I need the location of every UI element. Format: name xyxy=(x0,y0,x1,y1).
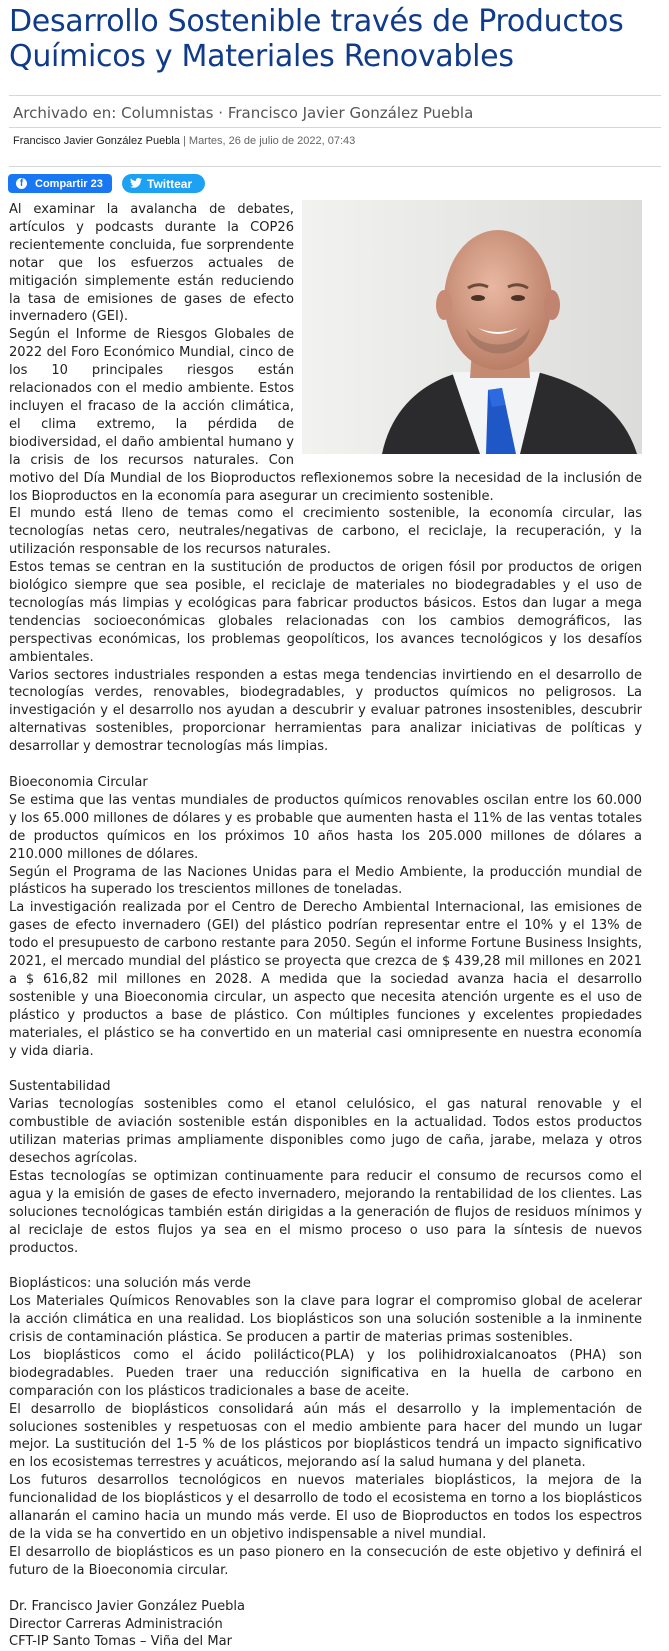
bioplasticos-paragraph-3: El desarrollo de bioplásticos consolidará aún más el desarrollo y la implementación de soluciones sostenibles y respetuosas con el medio ambiente para hacer del mundo un lugar mejor. La sustitución del 1-5 % de los plásticos por bioplásticos tendrá un impacto significativo en los ecosistemas terrestres y acuáticos, mejorando así la salud humana y del planeta. xyxy=(9,1401,642,1471)
spacer xyxy=(9,1580,642,1598)
archived-line xyxy=(13,104,473,122)
bioeconomia-paragraph-2: Según el Programa de las Naciones Unidas para el Medio Ambiente, la producción mundial de plásticos ha superado los trescientos millones de toneladas. xyxy=(9,864,642,898)
twitter-share-label: Twittear xyxy=(147,176,193,191)
bioeconomia-paragraph-3: La investigación realizada por el Centro de Derecho Ambiental Internacional, las emisiones de gases de efecto invernadero (GEI) del plástico podrían representar entre el 10% y el 13% de todo el presupuesto de carbono restante para 2050. Según el informe Fortune Business Insights, 2021, el mercado mundial del plástico se proyecta que crezca de $ 439,28 mil millones en 2021 a $ 616,82 mil millones en 2028. A medida que la sociedad avanza hacia el desarrollo sostenible y una Bioeconomia circular, un aspecto que necesita atención urgente es el uso de plástico y productos a base de plástico. Con múltiples funciones y excelentes propiedades materiales, el plástico se ha convertido en un material casi omnipresente en nuestra economía y vida diaria. xyxy=(9,900,642,1059)
bioplasticos-paragraph-1: Los Materiales Químicos Renovables son la clave para lograr el compromiso global de acelerar la acción climática en una realidad. Los bioplásticos son una solución sostenible a la inminente crisis de contaminación plástica. Se producen a partir de materias primas sostenibles. xyxy=(9,1294,642,1346)
signature-role: Director Carreras Administración xyxy=(9,1616,223,1632)
bioeconomia-paragraph-1: Se estima que las ventas mundiales de productos químicos renovables oscilan entre los 60.000 y los 65.000 millones de dólares y es probable que aumenten hasta el 11% de las ventas totales de productos químicos en los próximos 10 años hasta los 205.000 millones de dólares a 210.000 millones de dólares. xyxy=(9,792,642,862)
bioplasticos-paragraph-2: Los bioplásticos como el ácido poliláctico(PLA) y los polihidroxialcanoatos (PHA) son biodegradables. Pueden traer una reducción significativa en la huella de carbono en comparación con los plásticos tradicionales a base de aceite. xyxy=(9,1347,642,1399)
signature-institution: CFT-IP Santo Tomas – Viña del Mar xyxy=(9,1634,232,1650)
spacer xyxy=(9,1257,642,1275)
byline-author[interactable]: Francisco Javier González Puebla xyxy=(13,135,180,147)
divider xyxy=(9,127,661,128)
spacer xyxy=(9,1060,642,1078)
article-body xyxy=(9,201,642,1651)
author-link[interactable]: Francisco Javier González Puebla xyxy=(227,104,474,122)
archived-separator: · xyxy=(218,104,224,122)
intro-paragraph-5: Varios sectores industriales responden a estas mega tendencias invirtiendo en el desarrollo de tecnologías verdes, renovables, biodegradables, y productos químicos no peligrosos. La investigación y el desarrollo nos ayudan a descubrir y evaluar patrones insostenibles, descubrir alternativas sostenibles, proporcionar herramientas para analizar iniciativas de políticas y desarrollar y demostrar tecnologías más limpias. xyxy=(9,667,642,755)
twitter-bird-icon xyxy=(130,177,142,191)
photo-wrap-spacer xyxy=(294,200,642,454)
divider xyxy=(9,95,661,96)
intro-paragraph-3: El mundo está lleno de temas como el crecimiento sostenible, la economía circular, las tecnologías netas cero, neutrales/negativas de carbono, el reciclaje, la recuperación, y la utilización responsable de los recursos naturales. xyxy=(9,506,642,558)
section-heading-bioeconomia: Bioeconomia Circular xyxy=(9,774,148,790)
sustentabilidad-paragraph-1: Varias tecnologías sostenibles como el etanol celulósico, el gas natural renovable y el combustible de aviación sostenible están disponibles en la actualidad. Todos estos productos utilizan materias primas ampliamente disponibles como jugo de caña, jarabe, melaza y otros desechos agrícolas. xyxy=(9,1097,642,1166)
twitter-share-button[interactable] xyxy=(122,174,205,193)
spacer xyxy=(9,756,642,774)
bioplasticos-paragraph-4: Los futuros desarrollos tecnológicos en nuevos materiales bioplásticos, la mejora de la funcionalidad de los bioplásticos y el desarrollo de todo el ecosistema en torno a los bioplásticos allanarán el camino hacia un mundo más verde. El uso de Bioproductos en todos los espectros de la vida se ha convertido en un objetivo indispensable a nivel mundial. xyxy=(9,1473,642,1543)
byline-date: Martes, 26 de julio de 2022, 07:43 xyxy=(188,135,356,147)
divider xyxy=(9,166,661,167)
intro-paragraph-1: Al examinar la avalancha de debates, artículos y podcasts durante la COP26 recientemente concluida, fue sorprendente notar que los esfuerzos actuales de mitigación simplemente están reduciendo la tasa de emisiones de gases de efecto invernadero (GEI). xyxy=(9,202,294,325)
facebook-share-label: Compartir xyxy=(35,177,88,190)
facebook-share-count: 23 xyxy=(90,177,103,190)
byline-separator: | xyxy=(182,135,186,147)
intro-paragraph-2-text: Según el Informe de Riesgos Globales de 2022 del Foro Económico Mundial, cinco de los 10 principales riesgos están relacionados con el medio ambiente. Estos incluyen el fracaso de la acción climática, el clima extremo, la pérdida de biodiversidad, el daño ambiental humano y la crisis de los recursos naturales. Con motivo del Día Mundial de los Bioproductos reflexionemos sobre la necesidad de la inclusión de los Bioproductos en la economía para asegurar un crecimiento sostenible. xyxy=(9,327,642,504)
category-link[interactable]: Columnistas xyxy=(121,104,214,122)
facebook-icon: f xyxy=(16,178,27,189)
page-title: Desarrollo Sostenible través de Productos Químicos y Materiales Renovables xyxy=(9,4,624,74)
signature-name: Dr. Francisco Javier González Puebla xyxy=(9,1598,246,1614)
intro-paragraph-4: Estos temas se centran en la sustitución de productos de origen fósil por productos de origen biológico siempre que sea posible, el reciclaje de materiales no biodegradables y el uso de tecnologías más limpias y ecológicas para fabricar productos básicos. Estos dan lugar a mega tendencias socioeconómicas globales relacionadas con los cambios demográficos, las perspectivas económicas, los problemas geopolíticos, los avances tecnológicos y los desafíos ambientales. xyxy=(9,560,642,665)
sustentabilidad-paragraph-2: Estas tecnologías se optimizan continuamente para reducir el consumo de recursos como el agua y la emisión de gases de efecto invernadero, mejorando la rentabilidad de los clientes. Las soluciones tecnológicas también están dirigidas a la generación de flujos de residuos mínimos y al reciclaje de estos flujos ya sea en el mismo proceso o uso para la síntesis de nuevos productos. xyxy=(9,1168,642,1256)
section-heading-sustentabilidad: Sustentabilidad xyxy=(9,1079,111,1095)
facebook-share-button[interactable] xyxy=(8,174,112,193)
byline xyxy=(13,135,355,147)
archived-prefix: Archivado en: xyxy=(13,104,117,122)
bioplasticos-paragraph-5: El desarrollo de bioplásticos es un paso pionero en la consecución de este objetivo y definirá el futuro de la Bioeconomia circular. xyxy=(9,1544,642,1578)
section-heading-bioplasticos: Bioplásticos: una solución más verde xyxy=(9,1276,251,1292)
